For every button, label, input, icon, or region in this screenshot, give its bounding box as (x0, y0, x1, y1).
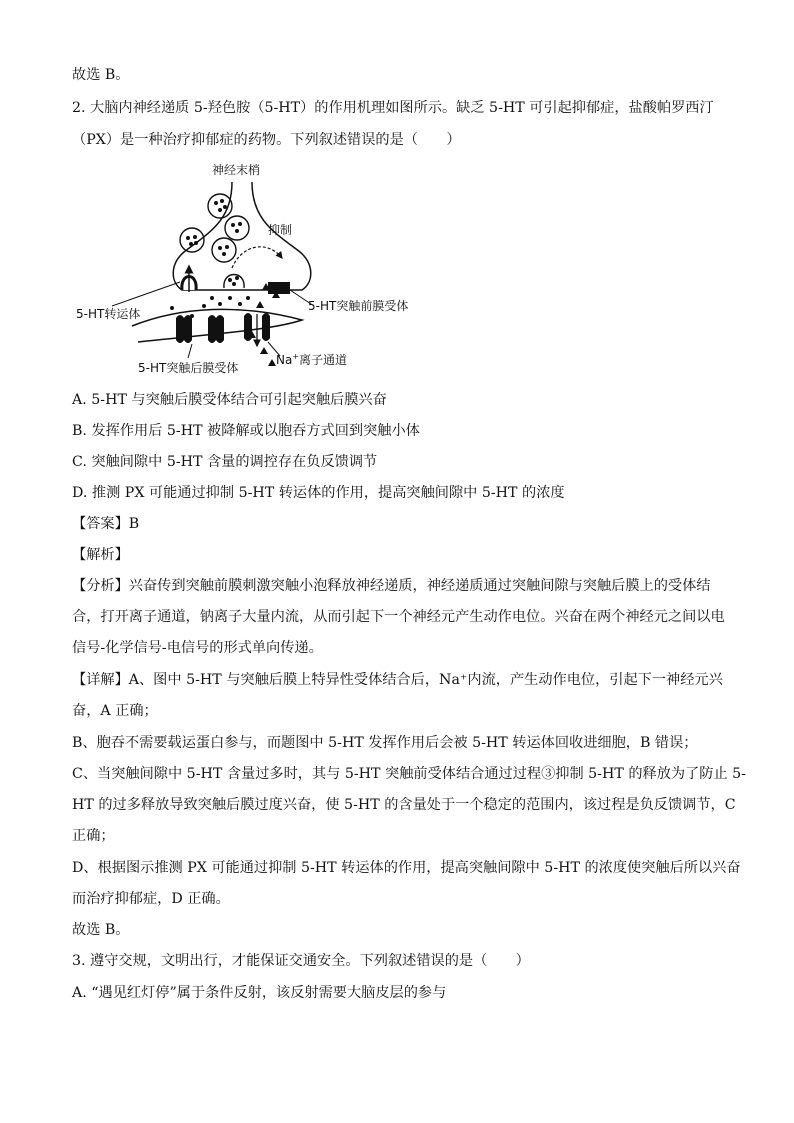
option-d: D. 推测 PX 可能通过抑制 5-HT 转运体的作用，提高突触间隙中 5-HT 的浓度 (72, 485, 565, 501)
question-2-stem-line-1: 2. 大脑内神经递质 5-羟色胺（5-HT）的作用机理如图所示。缺乏 5-HT 可引起抑郁症，盐酸帕罗西汀 (72, 100, 714, 116)
detail-line: C、当突触间隙中 5-HT 含量过多时，其与 5-HT 突触前受体结合通过过程③抑制 5-HT 的释放为了防止 5- (72, 766, 746, 782)
detail-line: B、胞吞不需要载运蛋白参与，而题图中 5-HT 发挥作用后会被 5-HT 转运体回收进细胞，B 错误； (72, 735, 698, 751)
detail-line: 奋，A 正确； (72, 703, 158, 719)
question-3-option-a: A. “遇见红灯停”属于条件反射，该反射需要大脑皮层的参与 (72, 985, 447, 1001)
inhibit-arrow (232, 247, 282, 268)
postsynaptic-receptors (176, 313, 270, 343)
detail-line: 正确； (72, 828, 115, 844)
label-transporter: 5-HT转运体 (76, 307, 141, 321)
question-3-stem: 3. 遵守交规，文明出行，才能保证交通安全。下列叙述错误的是（ ） (72, 953, 530, 969)
answer: 【答案】B (72, 516, 140, 532)
detail-line: HT 的过多释放导致突触后膜过度兴奋，使 5-HT 的含量处于一个稳定的范围内，该过程是负反馈调节，C (72, 797, 736, 813)
option-c: C. 突触间隙中 5-HT 含量的调控存在负反馈调节 (72, 454, 378, 470)
synapse-diagram (72, 158, 432, 380)
label-postsynaptic-receptor: 5-HT突触后膜受体 (138, 361, 239, 375)
option-a: A. 5-HT 与突触后膜受体结合可引起突触后膜兴奋 (72, 392, 387, 408)
label-nerve-terminal: 神经末梢 (212, 163, 261, 177)
label-na-channel: Na+离子通道 (276, 352, 348, 367)
option-b: B. 发挥作用后 5-HT 被降解或以胞吞方式回到突触小体 (72, 423, 420, 439)
detail-line: D、根据图示推测 PX 可能通过抑制 5-HT 转运体的作用，提高突触间隙中 5-HT 的浓度使突触后所以兴奋 (72, 860, 741, 876)
analysis-line: 【分析】兴奋传到突触前膜刺激突触小泡释放神经递质，神经递质通过突触间隙与突触后膜上的受体结 (72, 578, 711, 594)
previous-conclusion: 故选 B。 (72, 67, 130, 83)
analysis-line: 信号-化学信号-电信号的形式单向传递。 (72, 640, 323, 656)
label-presynaptic-receptor: 5-HT突触前膜受体 (308, 299, 409, 313)
question-2-stem-line-2: （PX）是一种治疗抑郁症的药物。下列叙述错误的是（ ） (72, 132, 461, 148)
detail-line: 而治疗抑郁症，D 正确。 (72, 891, 230, 907)
presynaptic-receptor-shape (268, 282, 290, 294)
analysis-heading: 【解析】 (72, 547, 129, 563)
analysis-line: 合，打开离子通道，钠离子大量内流，从而引起下一个神经元产生动作电位。兴奋在两个神经元之间以电 (72, 609, 725, 625)
question-2-conclusion: 故选 B。 (72, 922, 130, 938)
detail-line: 【详解】A、图中 5-HT 与突触后膜上特异性受体结合后，Na⁺内流，产生动作电位，引起下一神经元兴 (72, 672, 723, 688)
label-inhibit: 抑制 (268, 223, 293, 237)
